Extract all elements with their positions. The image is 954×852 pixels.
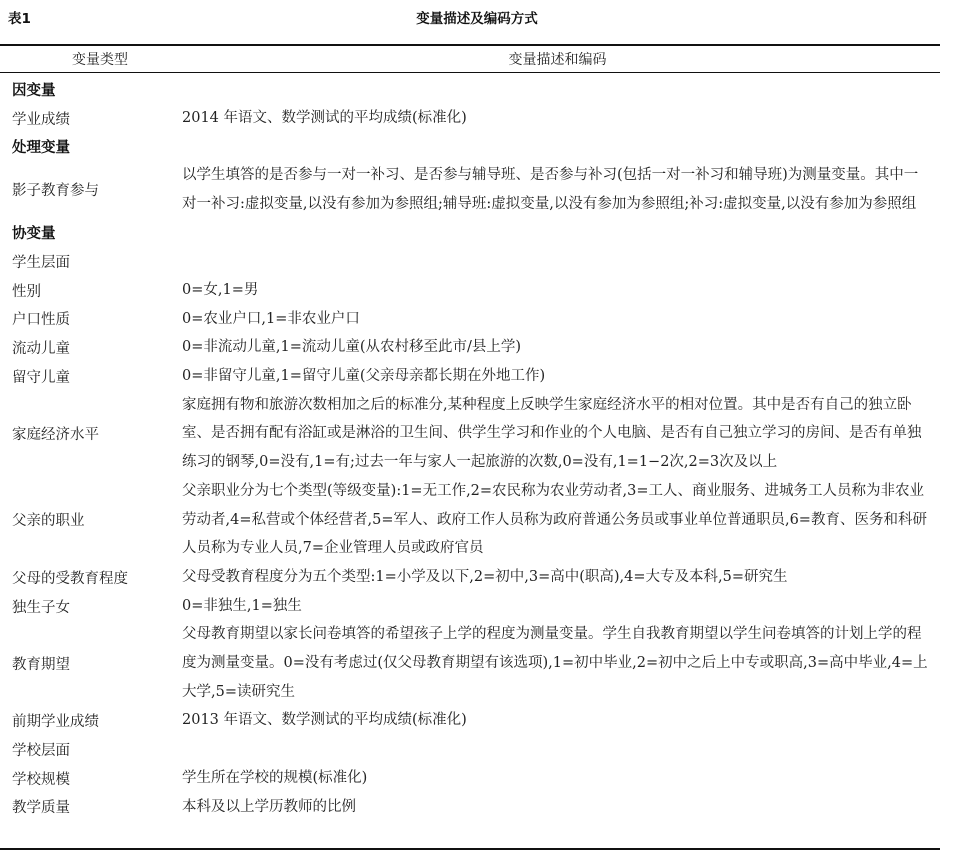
column-header-description: 变量描述和编码 <box>508 52 607 68</box>
table-header <box>0 46 954 72</box>
table-row <box>0 247 954 276</box>
section-heading: 因变量 <box>12 82 56 99</box>
variable-description: 0=农业户口,1=非农业户口 <box>182 310 360 327</box>
variable-description <box>170 132 930 161</box>
table-body <box>0 75 954 821</box>
variable-name: 户口性质 <box>12 312 70 329</box>
variable-name: 教学质量 <box>12 800 70 817</box>
table-row <box>0 477 954 563</box>
variable-description: 2014 年语文、数学测试的平均成绩(标准化) <box>182 109 467 126</box>
table-label: 表1 <box>8 11 31 27</box>
table-row <box>0 362 954 391</box>
table-row <box>0 161 954 218</box>
variable-name: 父亲的职业 <box>12 513 85 530</box>
column-header-type: 变量类型 <box>72 52 128 68</box>
table-caption <box>0 0 954 36</box>
variable-name: 学生层面 <box>12 255 70 272</box>
variable-description: 父母教育期望以家长问卷填答的希望孩子上学的程度为测量变量。学生自我教育期望以学生问卷填答的计划上学的程度为测量变量。0=没有考虑过(仅父母教育期望有该选项),1=初中毕业,2=初中之后上中专或职高,3=高中毕业,4=上大学,5=读研究生 <box>182 626 928 700</box>
table-row <box>0 592 954 621</box>
table-row <box>0 305 954 334</box>
variable-description: 本科及以上学历教师的比例 <box>182 798 356 815</box>
variable-description <box>170 75 930 104</box>
table-row <box>0 620 954 706</box>
variable-name: 家庭经济水平 <box>12 427 99 444</box>
variable-name: 学业成绩 <box>12 111 70 128</box>
bottom-rule <box>0 848 940 850</box>
variable-description: 0=非流动儿童,1=流动儿童(从农村移至此市/县上学) <box>182 339 522 356</box>
table-row <box>0 333 954 362</box>
variable-name: 父母的受教育程度 <box>12 570 128 587</box>
header-rule <box>0 72 940 73</box>
variable-description: 学生所在学校的规模(标准化) <box>182 769 368 786</box>
variable-name: 性别 <box>12 283 41 300</box>
section-heading: 协变量 <box>12 226 56 243</box>
variable-name: 学校规模 <box>12 771 70 788</box>
variable-description: 以学生填答的是否参与一对一补习、是否参与辅导班、是否参与补习(包括一对一补习和辅导班)为测量变量。其中一对一补习:虚拟变量,以没有参加为参照组;辅导班:虚拟变量,以没有参加为参照组;补习:虚拟变量,以没有参加为参照组 <box>182 167 919 212</box>
variable-name: 影子教育参与 <box>12 183 99 200</box>
variable-description: 0=女,1=男 <box>182 281 259 298</box>
table-row <box>0 793 954 822</box>
variable-description: 父母受教育程度分为五个类型:1=小学及以下,2=初中,3=高中(职高),4=大专及本科,5=研究生 <box>182 568 788 585</box>
variable-name: 学校层面 <box>12 743 70 760</box>
table-row <box>0 764 954 793</box>
section-row <box>0 75 954 104</box>
table-row <box>0 735 954 764</box>
variable-description <box>170 735 930 764</box>
variable-name: 留守儿童 <box>12 369 70 386</box>
variable-description: 家庭拥有物和旅游次数相加之后的标准分,某种程度上反映学生家庭经济水平的相对位置。其中是否有自己的独立卧室、是否拥有配有浴缸或是淋浴的卫生间、供学生学习和作业的个人电脑、是否有自己独立学习的房间、是否有单独练习的钢琴,0=没有,1=有;过去一年与家人一起旅游的次数,0=没有,1=1−2次,2=3次及以上 <box>182 396 922 471</box>
table-row <box>0 563 954 592</box>
section-row <box>0 219 954 248</box>
variable-description <box>170 219 930 248</box>
variable-description <box>170 247 930 276</box>
variable-description: 0=非独生,1=独生 <box>182 597 302 614</box>
table-row <box>0 706 954 735</box>
variable-name: 前期学业成绩 <box>12 714 99 731</box>
table-row <box>0 391 954 477</box>
variable-description: 2013 年语文、数学测试的平均成绩(标准化) <box>182 712 467 729</box>
table-title: 变量描述及编码方式 <box>416 11 538 27</box>
variable-description: 0=非留守儿童,1=留守儿童(父亲母亲都长期在外地工作) <box>182 368 546 385</box>
section-heading: 处理变量 <box>12 140 70 157</box>
table-row <box>0 104 954 133</box>
table-row <box>0 276 954 305</box>
variable-name: 独生子女 <box>12 599 70 616</box>
variable-name: 流动儿童 <box>12 341 70 358</box>
variable-name: 教育期望 <box>12 656 70 673</box>
section-row <box>0 132 954 161</box>
variable-description: 父亲职业分为七个类型(等级变量):1=无工作,2=农民称为农业劳动者,3=工人、商业服务、进城务工人员称为非农业劳动者,4=私营或个体经营者,5=军人、政府工作人员称为政府普通公务员或事业单位普通职员,6=教育、医务和科研人员称为专业人员,7=企业管理人员或政府官员 <box>182 482 927 557</box>
